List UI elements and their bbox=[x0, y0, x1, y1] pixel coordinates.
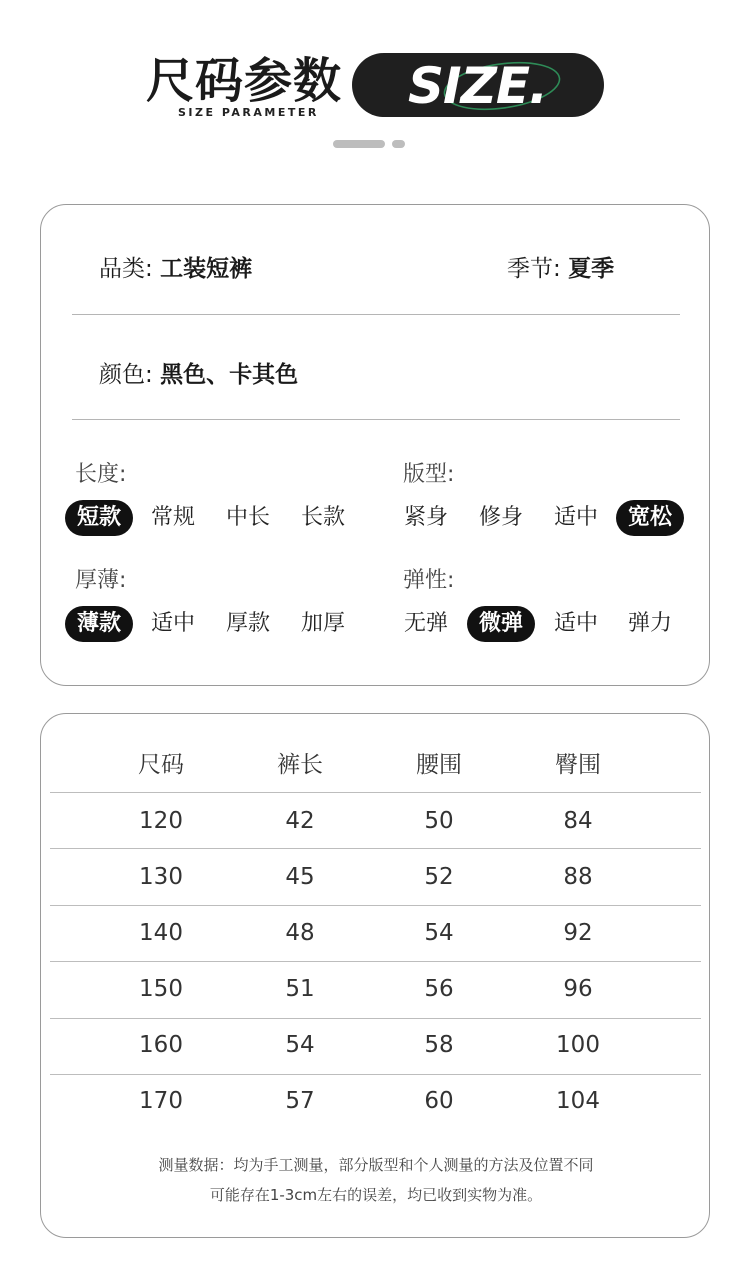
table-cell: 58 bbox=[424, 1032, 454, 1058]
table-cell: 52 bbox=[424, 864, 454, 890]
table-cell: 140 bbox=[139, 920, 183, 946]
size-badge bbox=[352, 53, 604, 117]
thickness-option: 适中 bbox=[150, 611, 195, 636]
product-attributes-card bbox=[40, 204, 710, 686]
page-title: 尺码参数 bbox=[146, 53, 343, 109]
table-header-length: 裤长 bbox=[277, 752, 323, 778]
table-cell: 56 bbox=[424, 976, 454, 1002]
category-value: 工装短裤 bbox=[160, 256, 253, 282]
length-label: 长度: bbox=[75, 462, 127, 487]
table-header-waist: 腰围 bbox=[416, 752, 462, 778]
table-header-hip: 臀围 bbox=[555, 752, 601, 778]
table-cell: 120 bbox=[139, 808, 183, 834]
table-cell: 88 bbox=[563, 864, 593, 890]
table-cell: 54 bbox=[424, 920, 454, 946]
season-label: 季节: bbox=[507, 256, 561, 282]
indicator-dot-active bbox=[333, 140, 385, 148]
table-divider bbox=[50, 1018, 701, 1019]
length-option: 长款 bbox=[300, 505, 345, 530]
table-cell: 45 bbox=[285, 864, 315, 890]
page-header bbox=[0, 0, 750, 160]
table-cell: 170 bbox=[139, 1088, 183, 1114]
fit-option-selected: 宽松 bbox=[616, 500, 684, 536]
elasticity-option-selected: 微弹 bbox=[467, 606, 535, 642]
fit-option: 适中 bbox=[553, 505, 598, 530]
table-cell: 48 bbox=[285, 920, 315, 946]
table-cell: 92 bbox=[563, 920, 593, 946]
table-cell: 42 bbox=[285, 808, 315, 834]
season-value: 夏季 bbox=[568, 256, 615, 282]
table-cell: 84 bbox=[563, 808, 593, 834]
measurement-note-line1: 测量数据：均为手工测量，部分版型和个人测量的方法及位置不同 bbox=[158, 1156, 594, 1174]
table-cell: 51 bbox=[285, 976, 315, 1002]
thickness-option: 厚款 bbox=[225, 611, 270, 636]
indicator-dot bbox=[392, 140, 405, 148]
length-option: 中长 bbox=[225, 505, 270, 530]
table-divider bbox=[50, 848, 701, 849]
table-divider bbox=[50, 1074, 701, 1075]
length-option: 常规 bbox=[150, 505, 195, 530]
table-cell: 50 bbox=[424, 808, 454, 834]
measurement-note-line2: 可能存在1-3cm左右的误差，均已收到实物为准。 bbox=[209, 1186, 543, 1204]
category-label: 品类: bbox=[99, 256, 153, 282]
color-value: 黑色、卡其色 bbox=[160, 362, 299, 388]
divider bbox=[72, 419, 680, 420]
elasticity-option: 弹力 bbox=[627, 611, 672, 636]
fit-option: 紧身 bbox=[403, 505, 448, 530]
page-subtitle: SIZE PARAMETER bbox=[178, 106, 319, 119]
table-cell: 54 bbox=[285, 1032, 315, 1058]
length-option-selected: 短款 bbox=[65, 500, 133, 536]
table-cell: 60 bbox=[424, 1088, 454, 1114]
size-table-card bbox=[40, 713, 710, 1238]
table-cell: 150 bbox=[139, 976, 183, 1002]
thickness-option-selected: 薄款 bbox=[65, 606, 133, 642]
thickness-label: 厚薄: bbox=[75, 568, 127, 593]
table-divider bbox=[50, 792, 701, 793]
elasticity-label: 弹性: bbox=[403, 568, 455, 593]
table-divider bbox=[50, 961, 701, 962]
table-cell: 100 bbox=[556, 1032, 600, 1058]
season-field bbox=[507, 254, 614, 284]
table-cell: 57 bbox=[285, 1088, 315, 1114]
table-cell: 104 bbox=[556, 1088, 600, 1114]
table-header-size: 尺码 bbox=[138, 752, 184, 778]
size-badge-label: SIZE. bbox=[408, 57, 548, 115]
fit-option: 修身 bbox=[478, 505, 523, 530]
table-divider bbox=[50, 905, 701, 906]
divider bbox=[72, 314, 680, 315]
thickness-option: 加厚 bbox=[300, 611, 345, 636]
table-cell: 160 bbox=[139, 1032, 183, 1058]
fit-label: 版型: bbox=[403, 462, 455, 487]
table-cell: 130 bbox=[139, 864, 183, 890]
color-field bbox=[99, 360, 298, 390]
table-cell: 96 bbox=[563, 976, 593, 1002]
category-field bbox=[99, 254, 252, 284]
elasticity-option: 适中 bbox=[553, 611, 598, 636]
elasticity-option: 无弹 bbox=[403, 611, 448, 636]
color-label: 颜色: bbox=[99, 362, 153, 388]
